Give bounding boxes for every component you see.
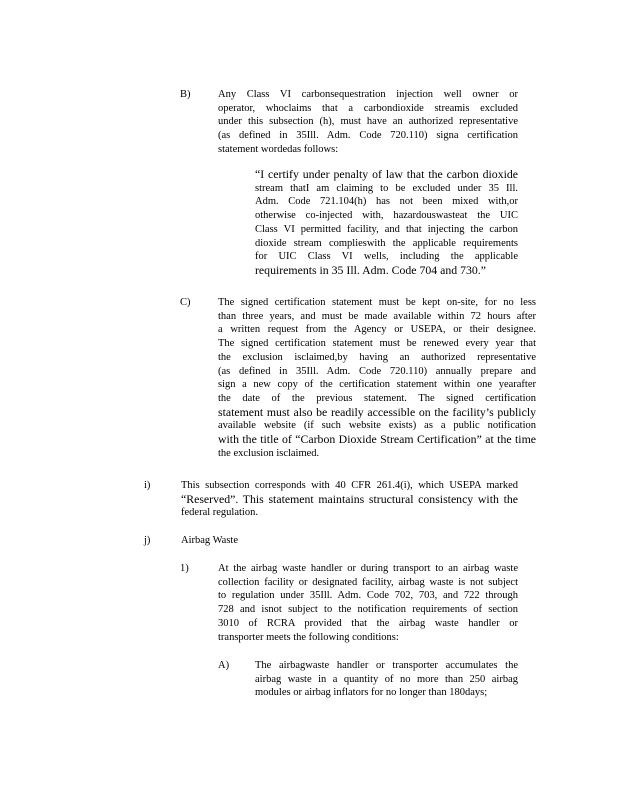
text-line: At the airbag waste handler or during transport to an airbag waste <box>218 563 518 574</box>
text-line: airbag waste in a quantity of no more than 250 airbag <box>255 673 518 685</box>
text-line: statement wordedas follows: <box>218 143 339 155</box>
text-line: for UIC Class VI wells, including the applicable <box>255 251 518 263</box>
text-line: modules or airbag inflators for no longer than 180days; <box>255 687 488 699</box>
item-label-i: i) <box>144 480 151 491</box>
paragraph-j1 <box>218 562 518 644</box>
text-line: Adm. Code 721.104(h) has not been mixed with,or <box>255 196 518 208</box>
text-line: sign a new copy of the certification statement within one yearafter <box>218 379 536 391</box>
item-label-b: B) <box>180 89 191 100</box>
text-line: the date of the previous statement. The signed certification <box>218 392 536 404</box>
text-line: otherwise co-injected with, hazardouswasteat the UIC <box>255 210 518 222</box>
text-line: (as defined in 35Ill. Adm. Code 720.110) annually prepare and <box>218 365 536 377</box>
text-line: 3010 of RCRA provided that the airbag waste handler or <box>218 617 518 629</box>
text-line: The signed certification statement must be renewed every year that <box>218 338 536 350</box>
text-line: statement must also be readily accessible on the facility’s publicly <box>218 404 536 419</box>
certification-quote <box>255 168 518 278</box>
text-line: requirements in 35 Ill. Adm. Code 704 and 730.” <box>255 262 486 277</box>
text-line: “Reserved”. This statement maintains structural consistency with the <box>181 491 518 506</box>
text-line: to regulation under 35Ill. Adm. Code 702, 703, and 722 through <box>218 590 518 602</box>
text-line: “I certify under penalty of law that the carbon dioxide <box>255 167 518 181</box>
text-line: with the title of “Carbon Dioxide Stream Certification” at the time <box>218 432 536 447</box>
text-line: Class VI permitted facility, and that injecting the carbon <box>255 223 518 235</box>
text-line: than three years, and must be made available within 72 hours after <box>218 310 536 322</box>
text-line: stream thatI am claiming to be excluded under 35 Ill. <box>255 182 518 194</box>
item-label-c: C) <box>180 297 191 308</box>
text-line: collection facility or designated facility, airbag waste is not subject <box>218 576 518 588</box>
text-line: the exclusion isclaimed,by having an authorized representative <box>218 351 536 363</box>
item-label-a: A) <box>218 660 230 671</box>
text-line: The airbagwaste handler or transporter accumulates the <box>255 660 518 671</box>
paragraph-b <box>218 88 518 157</box>
text-line: a written request from the Agency or USEPA, or their designee. <box>218 324 536 336</box>
text-line: The signed certification statement must be kept on-site, for no less <box>218 297 536 308</box>
text-line: Any Class VI carbonsequestration injection well owner or <box>218 89 518 100</box>
text-line: This subsection corresponds with 40 CFR 261.4(i), which USEPA marked <box>181 480 518 491</box>
text-line: operator, whoclaims that a carbondioxide streamis excluded <box>218 102 518 114</box>
heading-airbag-waste: Airbag Waste <box>181 535 238 546</box>
text-line: 728 and isnot subject to the notification requirements of section <box>218 604 518 616</box>
text-line: dioxide stream complieswith the applicable requirements <box>255 237 518 249</box>
text-line: (as defined in 35Ill. Adm. Code 720.110) signa certification <box>218 130 518 142</box>
text-line: federal regulation. <box>181 507 258 519</box>
text-line: the exclusion isclaimed. <box>218 447 320 459</box>
paragraph-c <box>218 296 536 460</box>
item-label-j: j) <box>144 535 151 546</box>
paragraph-i <box>181 479 518 520</box>
item-label-1: 1) <box>180 563 189 574</box>
paragraph-ja <box>255 659 518 700</box>
text-line: transporter meets the following conditions: <box>218 631 399 643</box>
text-line: available website (if such website exists) as a public notification <box>218 420 536 432</box>
text-line: under this subsection (h), must have an authorized representative <box>218 116 518 128</box>
